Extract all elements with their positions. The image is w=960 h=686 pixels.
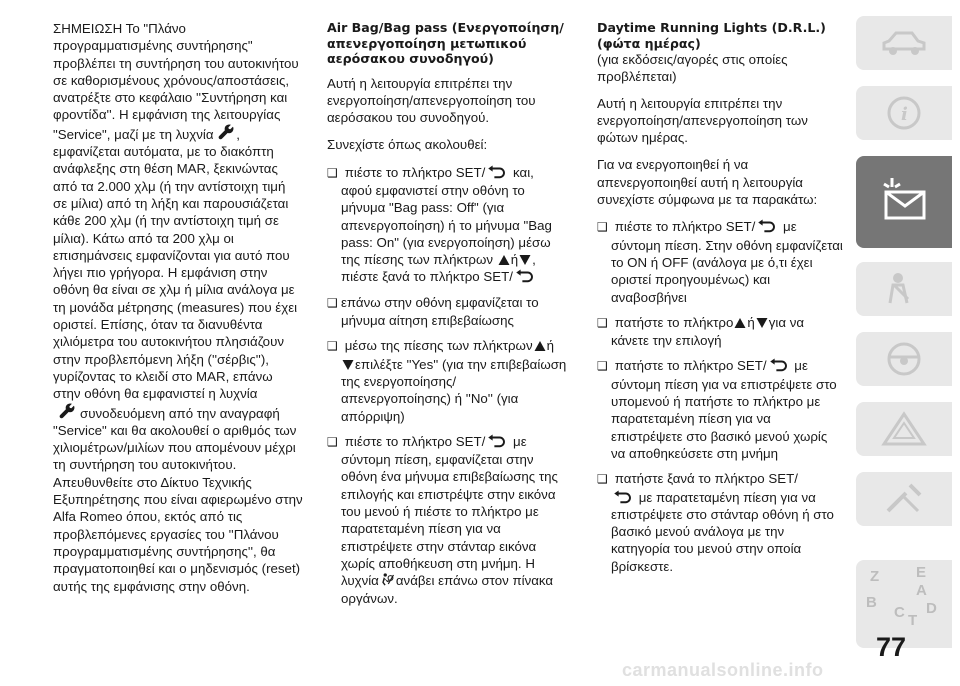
tab-emergency[interactable] <box>856 402 952 456</box>
chapter-sidebar <box>856 16 952 648</box>
drl-step-3-text-2: με σύντομη πίεση για να επιστρέψετε στο υπομενού ή πατήστε το πλήκτρο με παρατεταμένη πίεση για να επιστρέψετε στο βασικό μενού χωρίς να αποθηκεύσετε στη μνήμη <box>611 358 837 461</box>
airbag-off-icon <box>380 572 395 587</box>
arrow-down-icon <box>756 317 768 329</box>
steering-wheel-icon <box>878 341 930 377</box>
car-icon <box>878 25 930 61</box>
airbag-step-3-text-2: ή <box>546 338 554 354</box>
index-letter: A <box>916 582 927 599</box>
drl-step-3-text: πατήστε το πλήκτρο SET/ <box>614 358 767 374</box>
drl-step-4-text-2: με παρατεταμένη πίεση για να επιστρέψετε στο στάνταρ οθόνη ή στο βασικό μενού ανάλογα με την κατηγορία του μενού στην οποία βρίσκεστε. <box>611 489 834 574</box>
service-note-text-2: , εμφανίζεται αυτόματα, με το διακόπτη ανάφλεξης στη θέση MAR, ξεκινώντας από τα 2.000 χλμ (ή την αντίστοιχη τιμή σε μίλια) από τη λήξη και παρουσιάζεται κάθε 200 χλμ (ή την αντίστοιχη τιμή σε μίλια). Κάτω από τα 200 χλμ οι επισημάνσεις εμφανίζονται για αυτό που λήγει πιο γρήγορα. Η εμφάνιση στην οθόνη θα είναι σε χλμ ή μίλια ανάλογα με τη μονάδα μέτρησης (measures) που έχει οριστεί. Επίσης, όταν τα διανυθέντα χιλιόμετρα του αυτοκινήτου πλησιάζουν στην προβλεπόμενη λήξη (''σέρβις''), γυρίζοντας το κλειδί στο MAR, επάνω στην οθόνη θα εμφανιστεί η λυχνία <box>53 126 298 402</box>
drl-step-1 <box>597 218 843 305</box>
wrench-icon <box>218 124 235 141</box>
svg-text:i: i <box>901 104 908 125</box>
airbag-section <box>327 20 567 615</box>
drl-step-3 <box>597 357 843 462</box>
airbag-step-4-text-2: με σύντομη πίεση, εμφανίζεται στην οθόνη ένα μήνυμα επιβεβαίωσης της επιλογής και επιστρέψτε στην εικόνα του μενού ή πιέστε το πλήκτρο με παρατεταμένη πίεση για να επιστρέψετε στην στάνταρ εικόνα χωρίς αποθήκευση στη μνήμη. Η λυχνία <box>341 433 558 589</box>
arrow-up-icon <box>498 254 510 266</box>
drl-step-2 <box>597 314 843 350</box>
airbag-step-1-text: πιέστε το πλήκτρο SET/ <box>344 164 486 180</box>
index-letter: T <box>908 612 918 629</box>
airbag-step-1-text-2: και, αφού εμφανιστεί στην οθόνη το μήνυμα "Bag pass: Off" (για απενεργοποίηση) ή το μήνυμα "Bag pass: On" (για ενεργοποίηση) μέσω της πίεσης των πλήκτρων <box>341 164 552 268</box>
arrow-up-icon <box>534 340 546 352</box>
airbag-step-3 <box>327 337 567 424</box>
airbag-step-3-text: μέσω της πίεσης των πλήκτρων <box>344 338 533 354</box>
drl-step-4-text: πατήστε ξανά το πλήκτρο SET/ <box>614 471 798 487</box>
airbag-intro: Αυτή η λειτουργία επιτρέπει την ενεργοποίηση/απενεργοποίηση του αερόσακου του συνοδηγού. <box>327 75 536 126</box>
set-button-icon <box>514 269 536 283</box>
arrow-up-icon <box>734 317 746 329</box>
drl-section <box>597 20 843 583</box>
airbag-continue: Συνεχίστε όπως ακολουθεί: <box>327 137 488 153</box>
tab-instruments-active[interactable] <box>856 156 952 248</box>
airbag-step-4-text: πιέστε το πλήκτρο SET/ <box>344 433 486 449</box>
tab-dashboard[interactable] <box>856 86 952 140</box>
seatbelt-icon <box>878 271 930 307</box>
warning-light-envelope-icon <box>878 176 932 226</box>
service-note-text: ΣΗΜΕΙΩΣΗ Το "Πλάνο προγραμματισμένης συντήρησης" προβλέπει τη συντήρηση του αυτοκινήτου σε καθορισμένους χρόνους/αποστάσεις, ανατρέξτε στο κεφάλαιο ''Συντήρηση και φροντίδα''. Η εμφάνιση της λειτουργίας "Service", μαζί με τη λυχνία <box>53 21 299 142</box>
index-letter: B <box>866 594 877 611</box>
airbag-step-2: ❑ επάνω στην οθόνη εμφανίζεται το μήνυμα αίτηση επιβεβαίωσης <box>327 294 567 330</box>
airbag-step-4 <box>327 433 567 607</box>
airbag-step-3-text-3: επιλέξτε ''Yes'' (για την επιβεβαίωση της ενεργοποίησης/ απενεργοποίησης) ή ''No'' (για απόρριψη) <box>341 356 567 424</box>
tab-vehicle-knowledge[interactable] <box>856 16 952 70</box>
drl-step-2-text-2: ή <box>747 314 755 330</box>
watermark: carmanualsonline.info <box>622 660 824 680</box>
airbag-step-4-text-3: ανάβει επάνω στον πίνακα οργάνων. <box>341 573 554 606</box>
tab-driving[interactable] <box>856 332 952 386</box>
arrow-down-icon <box>519 254 531 266</box>
set-button-icon <box>768 358 790 372</box>
tab-maintenance[interactable] <box>856 472 952 526</box>
hazard-triangle-icon <box>878 411 930 447</box>
wrench-screwdriver-icon <box>878 481 930 517</box>
tab-safety[interactable] <box>856 262 952 316</box>
drl-step-2-text: πατήστε το πλήκτρο <box>614 314 734 330</box>
set-button-icon <box>756 219 778 233</box>
service-note <box>53 20 303 595</box>
drl-heading: Daytime Running Lights (D.R.L.) (φώτα ημέρας) <box>597 20 826 51</box>
index-letter: D <box>926 600 937 617</box>
set-button-icon <box>486 434 508 448</box>
wrench-icon <box>59 403 76 420</box>
arrow-down-icon <box>342 359 354 371</box>
set-button-icon <box>486 165 508 179</box>
index-letter: C <box>894 604 905 621</box>
airbag-step-1 <box>327 164 567 286</box>
drl-step-1-text: πιέστε το πλήκτρο SET/ <box>614 219 756 235</box>
info-gauge-icon <box>878 95 930 131</box>
drl-step-2-text-3: για να κάνετε την επιλογή <box>611 314 805 349</box>
drl-intro: Αυτή η λειτουργία επιτρέπει την ενεργοποίηση/απενεργοποίηση των φώτων ημέρας. <box>597 95 808 146</box>
drl-step-1-text-2: με σύντομη πίεση. Στην οθόνη εμφανίζεται το ON ή OFF (ανάλογα με ό,τι έχει οριστεί προηγουμένως) και αναβοσβήνει <box>611 219 843 305</box>
left-column <box>53 20 303 605</box>
service-note-text-3: συνοδευόμενη από την αναγραφή "Service" και θα ακολουθεί ο αριθμός των χιλιομέτρων/μιλίων που απομένουν μέχρι τη συντήρηση του αυτοκινήτου. Απευθυνθείτε στο Δίκτυο Τεχνικής Εξυπηρέτησης που είναι αφιερωμένο στην Alfa Romeo όπου, εκτός από τις προβλεπόμενες εργασίες του ''Πλάνου προγραμματισμένης συντήρησης'', θα πραγματοποιηθεί και ο μηδενισμός (reset) αυτής της εμφάνισης στην οθόνη. <box>53 405 303 594</box>
drl-step-4 <box>597 470 843 575</box>
index-letter: E <box>916 564 927 581</box>
set-button-icon <box>612 490 634 504</box>
drl-how: Για να ενεργοποιηθεί ή να απενεργοποιηθεί αυτή η λειτουργία συνεχίστε σύμφωνα με τα παρακάτω: <box>597 157 818 208</box>
page-number: 77 <box>876 632 907 662</box>
airbag-step-1-text-3: ή <box>510 252 519 268</box>
index-letter: Z <box>870 568 880 585</box>
airbag-step-1-text-4: , πιέστε ξανά το πλήκτρο SET/ <box>341 252 536 285</box>
drl-subheading: (για εκδόσεις/αγορές στις οποίες προβλέπεται) <box>597 52 788 85</box>
airbag-heading: Air Bag/Bag pass (Ενεργοποίηση/απενεργοποίηση μετωπικού αερόσακου συνοδηγού) <box>327 20 564 66</box>
